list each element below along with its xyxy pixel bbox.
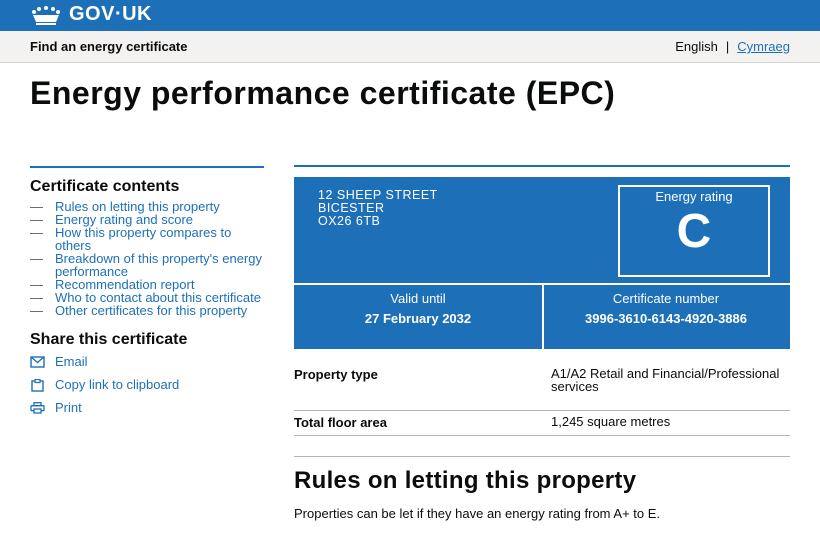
contents-link-breakdown[interactable]: — Breakdown of this property's energy performance — [30, 252, 264, 278]
certificate-main — [294, 165, 790, 521]
govuk-logo-text[interactable]: GOV·UK — [69, 3, 152, 25]
share-email-link[interactable] — [30, 355, 264, 369]
service-name[interactable]: Find an energy certificate — [30, 39, 188, 54]
section-divider-rules — [294, 456, 790, 457]
printer-icon — [30, 402, 45, 414]
summary-row-floor-area — [294, 411, 790, 436]
language-switcher — [675, 39, 790, 54]
crown-icon[interactable] — [30, 6, 62, 26]
contents-title: Certificate contents — [30, 178, 180, 195]
clipboard-icon — [30, 379, 45, 392]
certificate-number-label: Certificate number — [612, 291, 720, 306]
share-print-link[interactable] — [30, 401, 264, 415]
certificate-number-cell — [542, 287, 790, 325]
share-title: Share this certificate — [30, 331, 188, 348]
property-type-label: Property type — [294, 367, 378, 382]
share-print-label: Print — [55, 400, 82, 415]
summary-row-property-type — [294, 363, 790, 411]
energy-rating-label: Energy rating — [655, 189, 733, 204]
govuk-header — [0, 0, 820, 31]
valid-until-value: 27 February 2032 — [364, 311, 472, 326]
property-address — [318, 189, 438, 228]
rules-text: Properties can be let if they have an energy rating from A+ to E. — [294, 506, 661, 521]
share-copy-label: Copy link to clipboard — [55, 377, 180, 392]
contents-list — [30, 200, 264, 317]
contents-link-rating[interactable]: — Energy rating and score — [30, 213, 264, 226]
rules-heading: Rules on letting this property — [294, 467, 637, 494]
share-email-label: Email — [55, 354, 88, 369]
page-title: Energy performance certificate (EPC) — [30, 75, 616, 111]
service-bar — [0, 31, 820, 63]
property-type-value: A1/A2 Retail and Financial/Professional services — [551, 366, 780, 394]
energy-rating-letter: C — [676, 205, 712, 258]
lang-welsh-link[interactable]: Cymraeg — [737, 39, 790, 54]
contents-link-other-certificates[interactable]: — Other certificates for this property — [30, 304, 264, 317]
floor-area-label: Total floor area — [294, 415, 387, 430]
section-divider — [294, 165, 790, 167]
contents-link-contact[interactable]: — Who to contact about this certificate — [30, 291, 264, 304]
certificate-contents-nav — [30, 166, 264, 424]
email-icon — [30, 356, 45, 368]
valid-until-label: Valid until — [390, 291, 446, 306]
energy-rating-box — [618, 185, 770, 277]
property-summary-list — [294, 363, 790, 436]
share-copy-link[interactable] — [30, 378, 264, 392]
lang-separator: | — [725, 39, 730, 54]
address-line-3: OX26 6TB — [318, 214, 381, 228]
valid-until-cell — [294, 287, 542, 325]
address-line-1: 12 SHEEP STREET — [318, 188, 438, 202]
contents-link-rules[interactable]: — Rules on letting this property — [30, 200, 264, 213]
contents-link-recommendations[interactable]: — Recommendation report — [30, 278, 264, 291]
epc-summary-box — [294, 177, 790, 349]
address-line-2: BICESTER — [318, 201, 385, 215]
floor-area-value: 1,245 square metres — [551, 414, 671, 429]
lang-english: English — [675, 39, 718, 54]
certificate-number-value: 3996-3610-6143-4920-3886 — [585, 311, 747, 326]
contents-link-compare[interactable]: — How this property compares to others — [30, 226, 264, 252]
